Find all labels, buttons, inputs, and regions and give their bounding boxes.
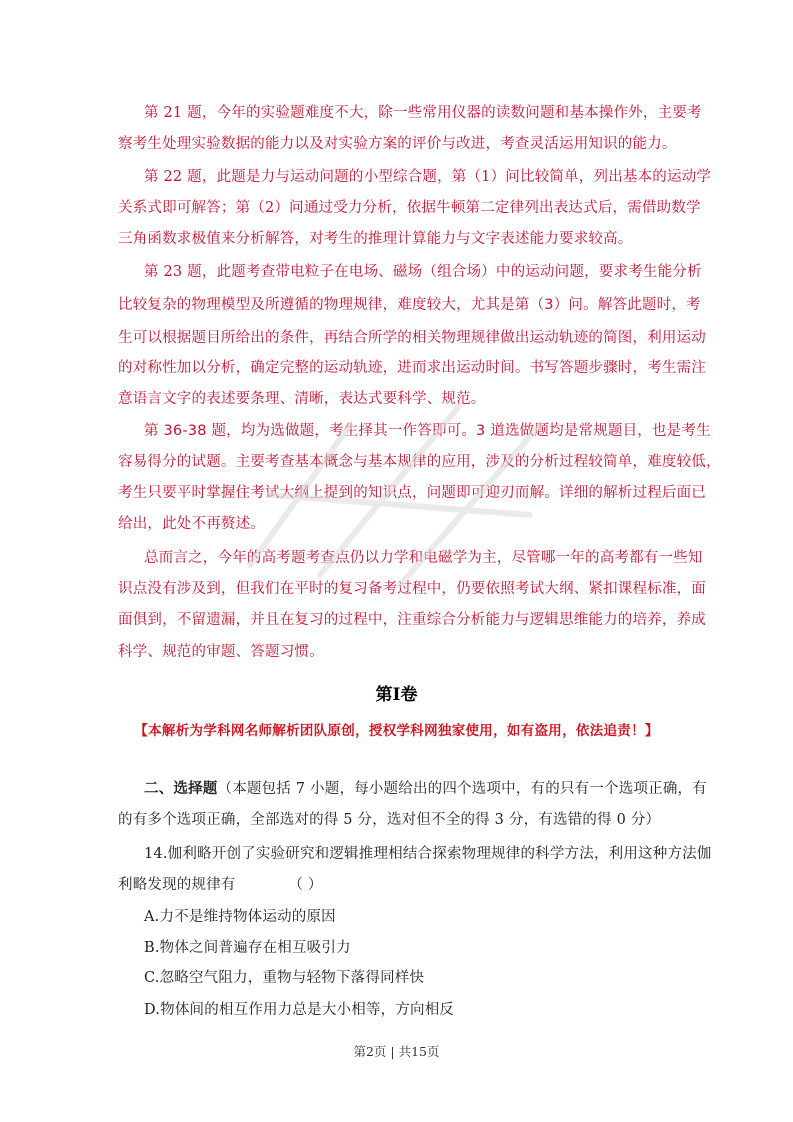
text-line: 关系式即可解答；第（2）问通过受力分析，依据牛顿第二定律列出表达式后，需借助数学	[118, 200, 701, 216]
text-line: 第 36-38 题，均为选做题，考生择其一作答即可。3 道选做题均是常规题目，也是考生	[144, 423, 711, 439]
option-a: A.力不是维持物体运动的原因	[144, 909, 336, 925]
text-line: 察考生处理实验数据的能力以及对实验方案的评价与改进，考查灵活运用知识的能力。	[118, 136, 677, 152]
text-line: 总而言之，今年的高考题考查点仍以力学和电磁学为主，尽管哪一年的高考都有一些知	[144, 550, 703, 566]
part2-intro: （本题包括 7 小题，每小题给出的四个选项中，有的只有一个选项正确，有	[217, 781, 707, 797]
text-line: 三角函数求极值来分析解答，对考生的推理计算能力与文字表述能力要求较高。	[118, 231, 633, 247]
text-line: 第 23 题，此题考查带电粒子在电场、磁场（组合场）中的运动问题，要求考生能分析	[144, 264, 702, 280]
text-line: 考生只要平时掌握住考试大纲上提到的知识点，问题即可迎刃而解。详细的解析过程后面已	[118, 485, 706, 501]
text-line: 科学、规范的审题、答题习惯。	[118, 644, 324, 660]
answer-blank: （ ）	[288, 877, 323, 893]
text-line: 容易得分的试题。主要考查基本概念与基本规律的应用，涉及的分析过程较简单，难度较低，	[118, 454, 721, 470]
section-title: 第Ⅰ卷	[375, 685, 418, 705]
text-line: 给出，此处不再赘述。	[118, 516, 265, 532]
part2-title: 二、选择题	[144, 780, 218, 797]
text-line: 的有多个选项正确，全部选对的得 5 分，选对但不全的得 3 分，有选错的得 0 分）	[118, 812, 661, 828]
option-b: B.物体之间普遍存在相互吸引力	[144, 940, 351, 956]
text-line: 意语言文字的表述要条理、清晰，表达式要科学、规范。	[118, 391, 486, 407]
option-c: C.忽略空气阻力，重物与轻物下落得同样快	[144, 970, 425, 986]
text-line	[144, 777, 707, 798]
question-stem: 14.伽利略开创了实验研究和逻辑推理相结合探索物理规律的科学方法，利用这种方法伽	[144, 846, 712, 862]
text-line: 第 21 题，今年的实验题难度不大，除一些常用仪器的读数问题和基本操作外，主要考	[144, 105, 702, 121]
question-stem-end: 利略发现的规律有	[118, 877, 236, 893]
question-stem	[118, 873, 323, 894]
copyright-notice: 【本解析为学科网名师解析团队原创，授权学科网独家使用，如有盗用，依法追责！】	[134, 723, 659, 739]
text-line: 识点没有涉及到，但我们在平时的复习备考过程中，仍要依照考试大纲、紧扣课程标准，面	[118, 581, 706, 597]
page-footer: 第2页 | 共15页	[353, 1044, 440, 1059]
text-line: 面俱到，不留遗漏，并且在复习的过程中，注重综合分析能力与逻辑思维能力的培养，养成	[118, 612, 706, 628]
text-line: 生可以根据题目所给出的条件，再结合所学的相关物理规律做出运动轨迹的简图，利用运动	[118, 330, 706, 346]
option-d: D.物体间的相互作用力总是大小相等，方向相反	[144, 1002, 455, 1018]
text-line: 的对称性加以分析，确定完整的运动轨迹，进而求出运动时间。书写答题步骤时，考生需注	[118, 360, 706, 376]
text-line: 比较复杂的物理模型及所遵循的物理规律，难度较大，尤其是第（3）问。解答此题时，考	[118, 297, 701, 313]
text-line: 第 22 题，此题是力与运动问题的小型综合题，第（1）问比较简单，列出基本的运动学	[144, 169, 712, 185]
